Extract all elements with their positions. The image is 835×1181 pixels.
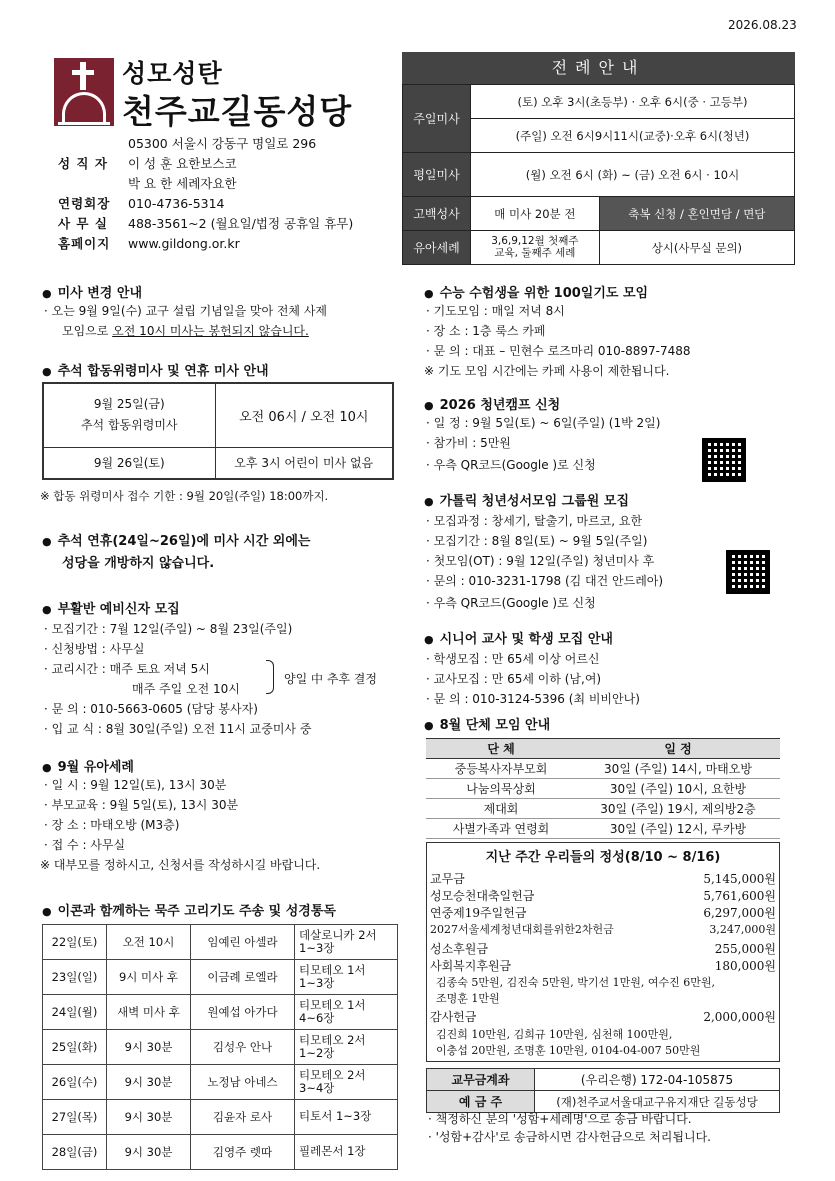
chuseok-title: ● 추석 합동위령미사 및 연휴 미사 안내 [42,360,269,379]
bible-qr-code[interactable] [726,550,770,594]
parish-subtitle: 성모성탄 [122,59,223,88]
senior-title: ● 시니어 교사 및 학생 모집 안내 [424,628,613,647]
bible-title: ● 가톨릭 청년성서모임 그룹원 모집 [424,490,629,509]
camp-date: · 일 정 : 9월 5일(토) ~ 6일(주일) (1박 2일) [426,416,661,430]
csat-contact: · 문 의 : 대표 – 민현수 로즈마리 010-8897-7488 [426,344,691,358]
table-row: 24일(월) 새벽 미사 후 원예섭 아가다 티모테오 1서 4~6장 [43,995,398,1030]
bible-course: · 모집과정 : 창세기, 탈출기, 마르코, 요한 [426,514,643,528]
thanks-donors: 김진희 10만원, 김희규 10만원, 심천해 100만원, [436,1028,673,1041]
group-table: 단 체 일 정 중등복사자부모회 30일 (주일) 14시, 마태오방 나눔의묵상회 30일 (주일) 10시, 요한방 제대회 30일 (주일) 19시, 제의방2층 사별가족과 연령회 30일 (주일) 12시, 루카방 [426,738,780,839]
camp-qr-code[interactable] [702,438,746,482]
homepage-row: 홈페이지 www.gildong.or.kr [58,236,240,251]
mass-change-text: · 오는 9월 9일(수) 교구 설립 기념일을 맞아 전체 사제 [44,304,328,318]
table-row: 23일(일) 9시 미사 후 이금례 로엘라 티모테오 1서 1~3장 [43,960,398,995]
inf-apply: · 접 수 : 사무실 [44,838,126,852]
thanks-donors-2: 이충섭 20만원, 조명훈 10만원, 0104-04-007 50만원 [436,1044,701,1057]
res-period: · 모집기간 : 7월 12일(주일) ~ 8월 23일(주일) [44,622,293,636]
res-contact: · 문 의 : 010-5663-0605 (담당 봉사자) [44,702,258,716]
remit-note-1: · 책정하신 분의 '성함+세례명'으로 송금 바랍니다. [428,1112,692,1126]
bible-contact: · 문의 : 010-3231-1798 (김 대건 안드레아) [426,574,664,588]
priest-row: 성 직 자 이 성 훈 요한보스코 [58,156,237,171]
priest-row-2: 박 요 한 세례자요한 [128,176,237,191]
bulletin-date: 2026.08.23 [728,18,797,32]
csat-note: ※ 기도 모임 시간에는 카페 사용이 제한됩니다. [424,364,670,378]
mass-change-text-2: 모임으로 오전 10시 미사는 봉헌되지 않습니다. [62,324,309,338]
logo-cross-bar [72,70,94,75]
remit-note-2: · '성함+감사'로 송금하시면 감사헌금으로 처리됩니다. [428,1130,711,1144]
offering-row: 성모승천대축일헌금 5,761,600원 [430,889,776,903]
senior-teacher: · 교사모집 : 만 65세 이하 (남,여) [426,672,602,686]
infant-title: ● 9월 유아세례 [42,756,134,775]
table-row: 22일(토) 오전 10시 임예린 아셀라 데살로니카 2서 1~3장 [43,925,398,960]
liturgy-title: 전례안내 [402,52,795,84]
welfare-donors-2: 조명훈 1만원 [436,992,500,1005]
office-row: 사 무 실 488-3561~2 (월요일/법정 공휴일 휴무) [58,216,354,231]
offering-row: 성소후원금 255,000원 [430,942,776,956]
offering-row: 사회복지후원금 180,000원 [430,959,776,973]
res-bracket [266,660,274,694]
csat-title: ● 수능 수험생을 위한 100일기도 모임 [424,282,648,301]
holiday-notice-2: 성당을 개방하지 않습니다. [62,556,215,571]
rosary-table [42,924,398,1170]
res-time: · 교리시간 : 매주 토요 저녁 5시 [44,662,210,676]
inf-place: · 장 소 : 마태오방 (M3층) [44,818,180,832]
thanks-offering: 감사헌금 2,000,000원 [430,1010,776,1024]
res-time-2: 매주 주일 오전 10시 [132,682,240,696]
welfare-donors: 김종숙 5만원, 김진숙 5만원, 박기선 1만원, 여수진 6만원, [436,976,715,989]
offering-row: 2027서울세계청년대회를위한2차헌금 3,247,000원 [430,923,776,936]
table-row: 27일(목) 9시 30분 김윤자 로사 티토서 1~3장 [43,1100,398,1135]
table-row: 사별가족과 연령회 30일 (주일) 12시, 루카방 [426,819,780,839]
csat-place: · 장 소 : 1층 룩스 카페 [426,324,546,338]
table-row: 중등복사자부모회 30일 (주일) 14시, 마태오방 [426,759,780,779]
offering-row: 연중제19주일헌금 6,297,000원 [430,906,776,920]
group-title: ● 8월 단체 모임 안내 [424,714,550,733]
parish-name: 천주교길동성당 [122,92,353,131]
camp-title: ● 2026 청년캠프 신청 [424,394,560,413]
offering-title: 지난 주간 우리들의 정성(8/10 ~ 8/16) [485,850,721,865]
senior-contact: · 문 의 : 010-3124-5396 (최 비비안나) [426,692,640,706]
table-row: 제대회 30일 (주일) 19시, 제의방2층 [426,799,780,819]
chuseok-note: ※ 합동 위령미사 접수 기한 : 9월 20일(주일) 18:00까지. [40,489,329,503]
res-method: · 신청방법 : 사무실 [44,642,145,656]
chuseok-table: 9월 25일(금) 추석 합동위령미사 오전 06시 / 오전 10시 9월 26일(토) 오후 3시 어린이 미사 없음 [42,382,394,480]
camp-apply: · 우측 QR코드(Google )로 신청 [426,458,596,472]
table-row: 26일(수) 9시 30분 노정남 아네스 티모테오 2서 3~4장 [43,1065,398,1100]
bible-period: · 모집기간 : 8월 8일(토) ~ 9월 5일(주일) [426,534,648,548]
bible-first: · 첫모임(OT) : 9월 12일(주일) 청년미사 후 [426,554,655,568]
inf-note: ※ 대부모를 정하시고, 신청서를 작성하시길 바랍니다. [40,858,321,872]
table-row: 나눔의묵상회 30일 (주일) 10시, 요한방 [426,779,780,799]
inf-edu: · 부모교육 : 9월 5일(토), 13시 30분 [44,798,239,812]
logo-base [58,122,110,125]
inf-date: · 일 시 : 9월 12일(토), 13시 30분 [44,778,227,792]
csat-time: · 기도모임 : 매일 저녁 8시 [426,304,565,318]
logo-cross [80,62,86,90]
address-row: 05300 서울시 강동구 명일로 296 [128,136,317,151]
mass-change-title: ● 미사 변경 안내 [42,282,142,301]
table-row: 28일(금) 9시 30분 김영주 렛따 필레몬서 1장 [43,1135,398,1170]
camp-fee: · 참가비 : 5만원 [426,436,511,450]
res-ceremony: · 입 교 식 : 8월 30일(주일) 오전 11시 교중미사 중 [44,722,312,736]
bible-apply: · 우측 QR코드(Google )로 신청 [426,596,596,610]
senior-student: · 학생모집 : 만 65세 이상 어르신 [426,652,600,666]
rosary-title: ● 이콘과 함께하는 묵주 고리기도 주송 및 성경통독 [42,900,336,919]
offering-row: 교무금 5,145,000원 [430,872,776,886]
holiday-notice: ● 추석 연휴(24일~26일)에 미사 시간 외에는 [42,530,310,549]
funeral-row: 연령회장 010-4736-5314 [58,196,225,211]
account-table: 교무금계좌 (우리은행) 172-04-105875 예 금 주 (재)천주교서울대교구유지재단 길동성당 [426,1068,780,1113]
account-number: (우리은행) 172-04-105875 [535,1069,780,1091]
resurrection-title: ● 부활반 예비신자 모집 [42,598,180,617]
table-row: 25일(화) 9시 30분 김성우 안나 티모테오 2서 1~2장 [43,1030,398,1065]
homepage-link[interactable]: www.gildong.or.kr [128,236,240,251]
liturgy-table: 주일미사 (토) 오후 3시(초등부) · 오후 6시(중 · 고등부) (주일) 오전 6시9시11시(교중)·오후 6시(청년) 평일미사 (월) 오전 6시 (화) ~ (금) 오전 6시 · 10시 고백성사 매 미사 20분 전 축복 신청 / 혼인면담 / 면담 유아세례 3,6,9,12월 첫째주 교육, 둘째주 세례 상시(사무실 문의) [402,84,795,265]
res-decision: 양일 中 추후 결정 [284,672,377,686]
